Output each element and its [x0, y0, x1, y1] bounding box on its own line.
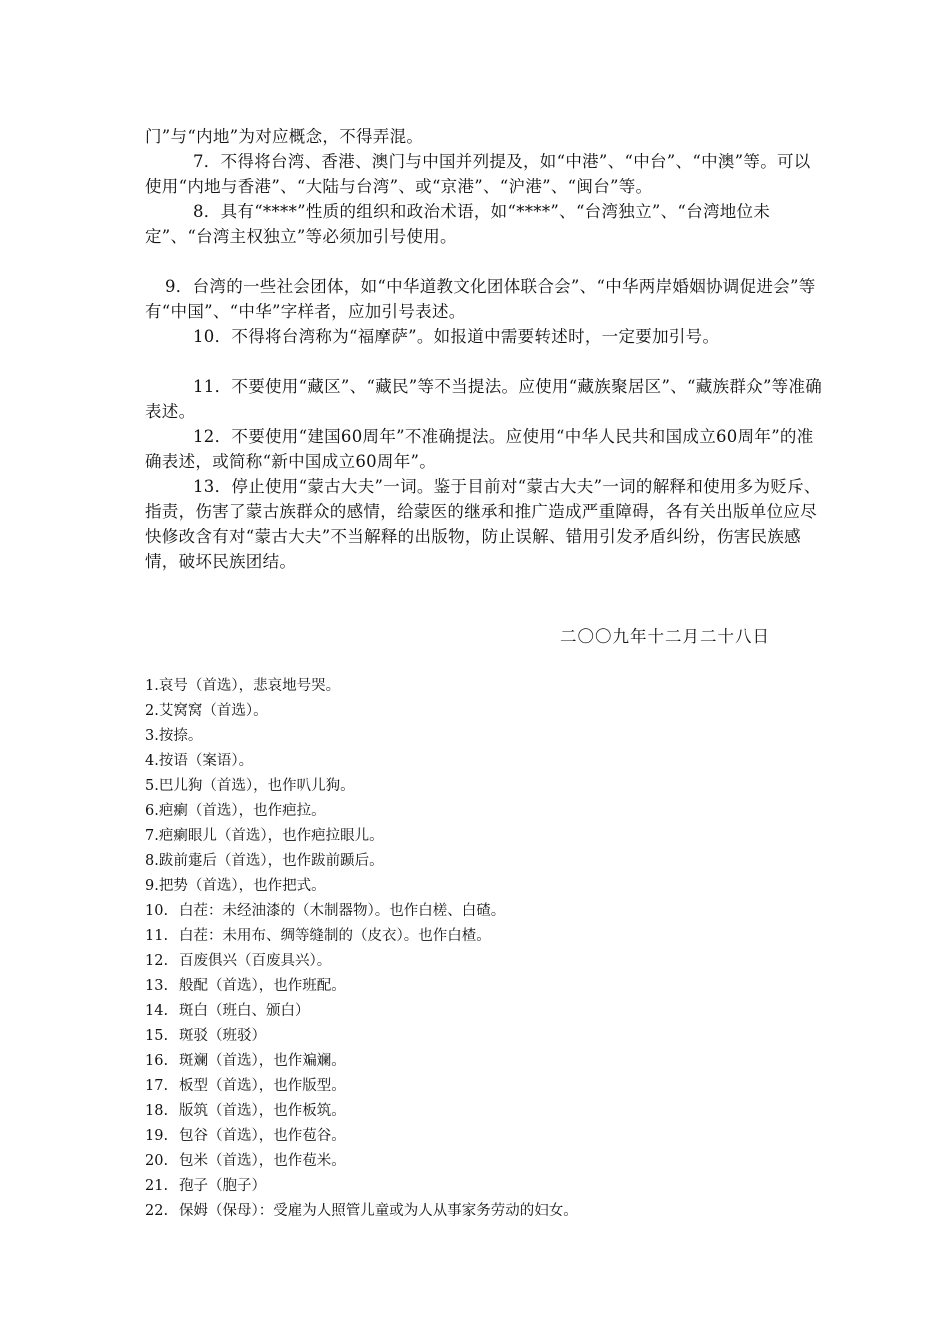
list-item-text: 白茬：未经油漆的（木制器物）。也作白槎、白碴。	[179, 903, 506, 919]
list-item-number: 14.	[145, 1003, 169, 1019]
list-item	[145, 799, 825, 824]
list-item-number: 15.	[145, 1028, 169, 1044]
document-body	[145, 124, 825, 574]
list-item-text: 艾窝窝（首选）。	[158, 703, 268, 719]
list-item-number: 18.	[145, 1103, 169, 1119]
list-item	[145, 749, 825, 774]
list-item-text: 保姆（保母）：受雇为人照管儿童或为人从事家务劳动的妇女。	[179, 1203, 578, 1219]
list-item-text: 把势（首选），也作把式。	[158, 878, 326, 894]
list-item-text: 疤瘌（首选），也作疤拉。	[158, 803, 326, 819]
list-item	[145, 974, 825, 999]
list-item-number: 20.	[145, 1153, 169, 1169]
list-item-number: 22.	[145, 1203, 169, 1219]
list-item	[145, 1149, 825, 1174]
list-item-number: 4.	[145, 753, 159, 769]
paragraph-spacer	[145, 349, 825, 374]
list-item-text: 疤瘌眼儿（首选），也作疤拉眼儿。	[158, 828, 384, 844]
list-item-text: 包米（首选），也作苞米。	[179, 1153, 346, 1169]
paragraph-10: 10．不得将台湾称为“福摩萨”。如报道中需要转述时，一定要加引号。	[193, 327, 720, 346]
list-item-number: 8.	[145, 853, 159, 869]
list-item-number: 16.	[145, 1053, 169, 1069]
list-item-number: 3.	[145, 728, 159, 744]
list-item-text: 斑白（班白、颁白）	[179, 1003, 310, 1019]
list-item	[145, 1074, 825, 1099]
list-item-text: 般配（首选），也作班配。	[179, 978, 346, 994]
list-item	[145, 674, 825, 699]
list-item-text: 白茬：未用布、绸等缝制的（皮衣）。也作白楂。	[179, 928, 491, 944]
list-item	[145, 774, 825, 799]
list-item-number: 19.	[145, 1128, 169, 1144]
list-item	[145, 1174, 825, 1199]
list-item-text: 斑驳（班驳）	[179, 1028, 266, 1044]
list-item-text: 跋前疐后（首选），也作跋前踬后。	[158, 853, 384, 869]
document-date: 二〇〇九年十二月二十八日	[560, 627, 770, 646]
list-item-number: 6.	[145, 803, 159, 819]
paragraph-9: 9．台湾的一些社会团体，如“中华道教文化团体联合会”、“中华两岸婚姻协调促进会”等有“中国”、“中华”字样者，应加引号表述。	[145, 277, 816, 321]
paragraph-12: 12．不要使用“建国60周年”不准确提法。应使用“中华人民共和国成立60周年”的准确表述，或简称“新中国成立60周年”。	[145, 427, 814, 471]
paragraph-6-continued: 门”与“内地”为对应概念，不得弄混。	[145, 127, 424, 146]
list-item	[145, 1124, 825, 1149]
list-item-number: 9.	[145, 878, 159, 894]
list-item-text: 哀号（首选），悲哀地号哭。	[158, 678, 341, 694]
list-item-number: 21.	[145, 1178, 169, 1194]
list-item-number: 2.	[145, 703, 159, 719]
word-usage-list	[145, 674, 825, 1224]
list-item-number: 10.	[145, 903, 169, 919]
list-item-number: 5.	[145, 778, 159, 794]
list-item	[145, 949, 825, 974]
list-item	[145, 724, 825, 749]
list-item	[145, 924, 825, 949]
list-item	[145, 874, 825, 899]
paragraph-8: 8．具有“****”性质的组织和政治术语，如“****”、“台湾独立”、“台湾地位未定”、“台湾主权独立”等必须加引号使用。	[145, 202, 771, 246]
list-item	[145, 899, 825, 924]
list-item-number: 12.	[145, 953, 169, 969]
list-item-text: 按语（案语）。	[158, 753, 254, 769]
list-item-number: 13.	[145, 978, 169, 994]
list-item	[145, 699, 825, 724]
list-item-number: 7.	[145, 828, 159, 844]
list-item	[145, 1024, 825, 1049]
list-item-text: 百废俱兴（百废具兴）。	[179, 953, 332, 969]
list-item	[145, 999, 825, 1024]
list-item-text: 版筑（首选），也作板筑。	[179, 1103, 346, 1119]
list-item-text: 板型（首选），也作版型。	[179, 1078, 346, 1094]
paragraph-13: 13．停止使用“蒙古大夫”一词。鉴于目前对“蒙古大夫”一词的解释和使用多为贬斥、指责，伤害了蒙古族群众的感情，给蒙医的继承和推广造成严重障碍，各有关出版单位应尽快修改含有对“蒙古大夫”不当解释的出版物，防止误解、错用引发矛盾纠纷，伤害民族感情，破坏民族团结。	[145, 477, 821, 571]
list-item-text: 斑斓（首选），也作斒斓。	[179, 1053, 346, 1069]
list-item	[145, 824, 825, 849]
list-item-number: 17.	[145, 1078, 169, 1094]
list-item-number: 1.	[145, 678, 159, 694]
list-item-text: 按捺。	[158, 728, 203, 744]
paragraph-spacer	[145, 249, 825, 274]
paragraph-11: 11．不要使用“藏区”、“藏民”等不当提法。应使用“藏族聚居区”、“藏族群众”等准确表述。	[145, 377, 823, 421]
list-item-number: 11.	[145, 928, 169, 944]
list-item	[145, 849, 825, 874]
list-item-text: 包谷（首选），也作苞谷。	[179, 1128, 346, 1144]
list-item	[145, 1099, 825, 1124]
list-item	[145, 1049, 825, 1074]
list-item	[145, 1199, 825, 1224]
list-item-text: 巴儿狗（首选），也作叭儿狗。	[158, 778, 355, 794]
list-item-text: 孢子（胞子）	[179, 1178, 266, 1194]
paragraph-7: 7．不得将台湾、香港、澳门与中国并列提及，如“中港”、“中台”、“中澳”等。可以使用“内地与香港”、“大陆与台湾”、或“京港”、“沪港”、“闽台”等。	[145, 152, 811, 196]
